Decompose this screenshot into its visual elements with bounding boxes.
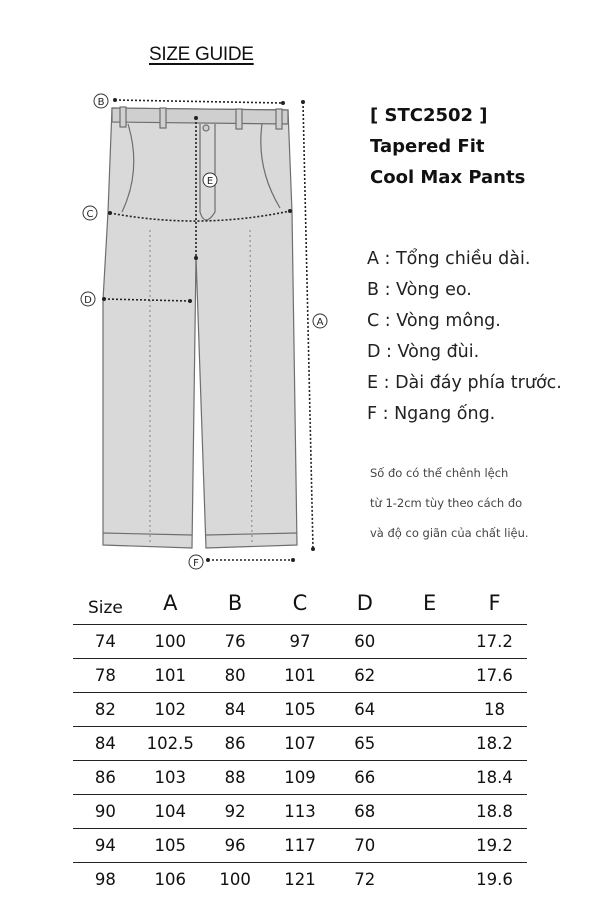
table-cell: 113 [268, 795, 333, 829]
svg-text:C: C [86, 209, 94, 220]
table-cell: 70 [332, 829, 397, 863]
label-D [81, 292, 95, 306]
table-cell: 109 [268, 761, 333, 795]
table-row [73, 863, 527, 897]
label-F [189, 555, 203, 569]
table-cell: 18.8 [462, 795, 527, 829]
svg-text:E: E [206, 176, 214, 187]
table-row [73, 693, 527, 727]
table-cell: 84 [73, 727, 138, 761]
table-cell: 82 [73, 693, 138, 727]
table-cell: 101 [138, 659, 203, 693]
product-code: [ STC2502 ] [370, 105, 488, 126]
svg-text:F: F [193, 558, 199, 569]
table-row [73, 795, 527, 829]
table-cell: 92 [203, 795, 268, 829]
legend-item: A : Tổng chiều dài. [367, 249, 531, 269]
legend-item: D : Vòng đùi. [367, 342, 480, 362]
table-row [73, 829, 527, 863]
table-cell: 78 [73, 659, 138, 693]
table-cell: 72 [354, 870, 376, 889]
table-cell: 117 [268, 829, 333, 863]
svg-text:D: D [84, 295, 92, 306]
table-cell: 74 [73, 625, 138, 659]
table-cell: 107 [268, 727, 333, 761]
table-cell: 97 [268, 625, 333, 659]
table-cell: 106 [154, 870, 187, 889]
column-header: B [203, 581, 268, 625]
table-cell: 62 [332, 659, 397, 693]
table-header-row [73, 581, 527, 625]
table-cell: 19.6 [476, 870, 513, 889]
table-cell: 94 [73, 829, 138, 863]
product-info [370, 100, 525, 193]
table-cell: 105 [138, 829, 203, 863]
table-cell: 88 [203, 761, 268, 795]
table-cell: 17.2 [462, 625, 527, 659]
table-cell: 60 [332, 625, 397, 659]
note-line: Số đo có thể chênh lệch [370, 466, 509, 480]
table-cell: 65 [332, 727, 397, 761]
legend-item: E : Dài đáy phía trước. [367, 373, 562, 393]
table-cell: 104 [138, 795, 203, 829]
product-fit: Tapered Fit [370, 136, 485, 157]
table-cell: 121 [284, 870, 316, 889]
page-title: SIZE GUIDE [149, 44, 254, 65]
table-cell: 68 [332, 795, 397, 829]
label-E [203, 173, 217, 187]
measurement-legend [367, 244, 562, 430]
table-cell: 17.6 [462, 659, 527, 693]
size-table-wrapper [73, 581, 527, 896]
table-row [73, 727, 527, 761]
table-cell: 86 [203, 727, 268, 761]
table-cell: 103 [138, 761, 203, 795]
table-cell [397, 727, 462, 761]
label-C [83, 206, 97, 220]
label-B [94, 94, 108, 108]
table-cell: 18.2 [462, 727, 527, 761]
table-cell [397, 659, 462, 693]
legend-item: F : Ngang ống. [367, 404, 496, 424]
table-cell: 96 [203, 829, 268, 863]
table-cell: 102.5 [138, 727, 203, 761]
table-cell [397, 863, 462, 897]
table-cell [397, 761, 462, 795]
table-row [73, 659, 527, 693]
legend-item: B : Vòng eo. [367, 280, 472, 300]
column-header: C [268, 581, 333, 625]
table-cell: 84 [203, 693, 268, 727]
table-cell: 98 [94, 870, 116, 889]
note-line: và độ co giãn của chất liệu. [370, 526, 529, 540]
pants-illustration [103, 107, 297, 548]
table-cell [397, 829, 462, 863]
measurement-note [370, 458, 529, 548]
column-header: Size [73, 581, 138, 625]
column-header: D [332, 581, 397, 625]
table-cell: 100 [138, 625, 203, 659]
product-name: Cool Max Pants [370, 167, 526, 188]
note-line: từ 1-2cm tùy theo cách đo [370, 496, 523, 510]
size-table [73, 581, 527, 896]
table-cell: 19.2 [462, 829, 527, 863]
table-cell: 76 [203, 625, 268, 659]
table-cell [397, 693, 462, 727]
table-cell: 18.4 [462, 761, 527, 795]
table-cell: 66 [332, 761, 397, 795]
column-header: F [462, 581, 527, 625]
table-cell: 100 [219, 870, 251, 889]
label-A [313, 314, 327, 328]
table-cell [397, 625, 462, 659]
table-cell: 80 [203, 659, 268, 693]
column-header: E [397, 581, 462, 625]
svg-text:A: A [316, 317, 324, 328]
table-cell: 90 [73, 795, 138, 829]
table-cell: 18 [462, 693, 527, 727]
table-cell: 64 [332, 693, 397, 727]
table-cell: 102 [138, 693, 203, 727]
table-cell: 86 [73, 761, 138, 795]
legend-item: C : Vòng mông. [367, 311, 501, 331]
table-cell [397, 795, 462, 829]
column-header: A [138, 581, 203, 625]
table-cell: 105 [268, 693, 333, 727]
table-row [73, 761, 527, 795]
table-cell: 101 [268, 659, 333, 693]
table-row [73, 625, 527, 659]
svg-text:B: B [97, 97, 105, 108]
